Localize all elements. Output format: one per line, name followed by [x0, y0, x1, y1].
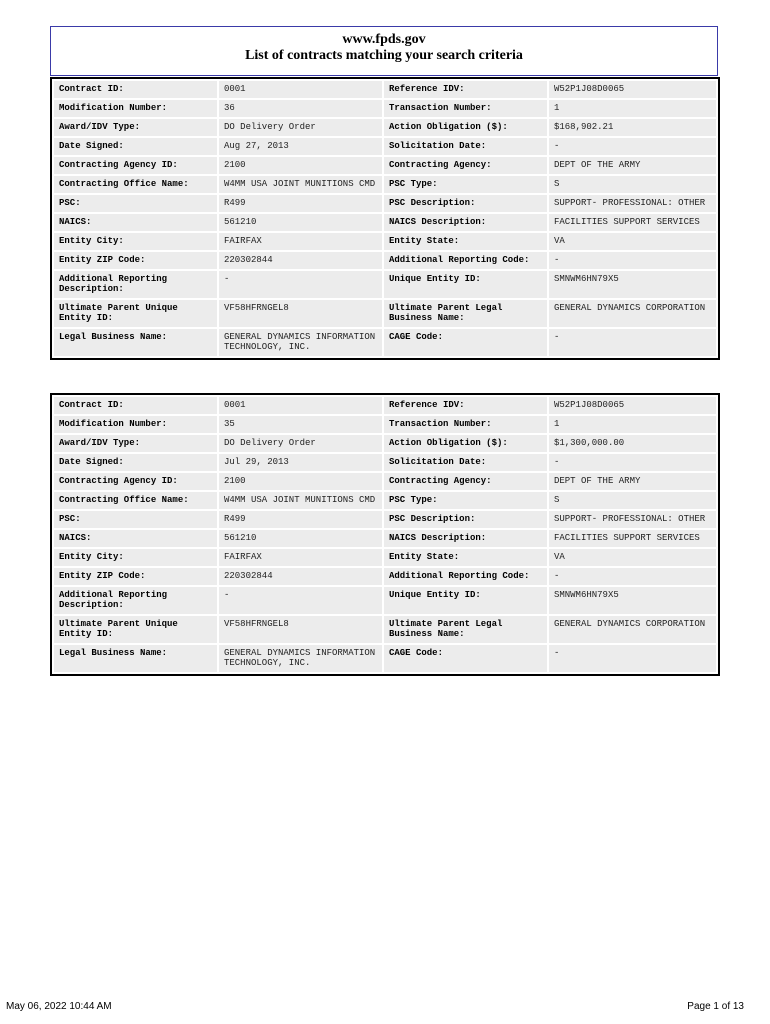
table-row [54, 492, 716, 509]
field-label: PSC: [54, 511, 217, 528]
contract-table [52, 395, 718, 674]
field-value: - [549, 568, 716, 585]
table-row [54, 100, 716, 117]
field-value: DEPT OF THE ARMY [549, 157, 716, 174]
page-number: Page 1 of 13 [687, 1001, 744, 1012]
table-row [54, 157, 716, 174]
field-value: GENERAL DYNAMICS CORPORATION [549, 616, 716, 643]
field-value: 2100 [219, 473, 382, 490]
field-value: Jul 29, 2013 [219, 454, 382, 471]
field-label: Award/IDV Type: [54, 119, 217, 136]
print-timestamp: May 06, 2022 10:44 AM [6, 1001, 112, 1012]
field-label: Contracting Agency: [384, 473, 547, 490]
field-value: - [219, 271, 382, 298]
field-label: Ultimate Parent Unique Entity ID: [54, 616, 217, 643]
field-label: Contract ID: [54, 397, 217, 414]
table-row [54, 300, 716, 327]
field-value: 1 [549, 416, 716, 433]
field-label: Reference IDV: [384, 397, 547, 414]
field-value: 220302844 [219, 252, 382, 269]
field-label: PSC Description: [384, 511, 547, 528]
field-label: Legal Business Name: [54, 645, 217, 672]
table-row [54, 214, 716, 231]
field-value: - [549, 645, 716, 672]
table-row [54, 530, 716, 547]
field-value: DEPT OF THE ARMY [549, 473, 716, 490]
field-value: SUPPORT- PROFESSIONAL: OTHER [549, 511, 716, 528]
field-value: VA [549, 549, 716, 566]
table-row [54, 435, 716, 452]
field-label: NAICS: [54, 214, 217, 231]
field-value: W52P1J08D0065 [549, 397, 716, 414]
field-label: Additional Reporting Description: [54, 587, 217, 614]
field-label: Contract ID: [54, 81, 217, 98]
field-value: R499 [219, 511, 382, 528]
field-value: FACILITIES SUPPORT SERVICES [549, 530, 716, 547]
field-label: PSC Type: [384, 492, 547, 509]
field-value: FAIRFAX [219, 233, 382, 250]
field-value: DO Delivery Order [219, 435, 382, 452]
field-label: Award/IDV Type: [54, 435, 217, 452]
table-row [54, 252, 716, 269]
field-label: Additional Reporting Code: [384, 252, 547, 269]
table-row [54, 195, 716, 212]
table-row [54, 549, 716, 566]
table-row [54, 233, 716, 250]
field-value: S [549, 176, 716, 193]
field-label: Unique Entity ID: [384, 587, 547, 614]
field-label: Action Obligation ($): [384, 119, 547, 136]
field-value: S [549, 492, 716, 509]
field-label: Ultimate Parent Legal Business Name: [384, 300, 547, 327]
table-row [54, 511, 716, 528]
field-label: Entity City: [54, 549, 217, 566]
field-label: Modification Number: [54, 100, 217, 117]
document-header [50, 26, 718, 76]
page-title: List of contracts matching your search criteria [245, 48, 523, 63]
field-value: 0001 [219, 397, 382, 414]
field-label: PSC Type: [384, 176, 547, 193]
field-label: Contracting Agency ID: [54, 157, 217, 174]
field-label: CAGE Code: [384, 645, 547, 672]
field-label: Action Obligation ($): [384, 435, 547, 452]
field-value: SMNWM6HN79X5 [549, 587, 716, 614]
field-value: - [549, 454, 716, 471]
table-row [54, 416, 716, 433]
field-value: 0001 [219, 81, 382, 98]
field-value: SMNWM6HN79X5 [549, 271, 716, 298]
field-label: Additional Reporting Code: [384, 568, 547, 585]
field-label: Contracting Agency: [384, 157, 547, 174]
table-row [54, 616, 716, 643]
field-value: DO Delivery Order [219, 119, 382, 136]
field-value: GENERAL DYNAMICS CORPORATION [549, 300, 716, 327]
field-label: PSC: [54, 195, 217, 212]
site-name: www.fpds.gov [342, 32, 426, 47]
contract-table [52, 79, 718, 358]
field-label: Entity State: [384, 233, 547, 250]
table-row [54, 587, 716, 614]
field-value: W52P1J08D0065 [549, 81, 716, 98]
table-row [54, 176, 716, 193]
table-row [54, 397, 716, 414]
field-label: NAICS Description: [384, 214, 547, 231]
field-value: - [549, 252, 716, 269]
field-value: 2100 [219, 157, 382, 174]
table-row [54, 645, 716, 672]
field-label: Modification Number: [54, 416, 217, 433]
field-label: Entity City: [54, 233, 217, 250]
field-value: 220302844 [219, 568, 382, 585]
table-row [54, 271, 716, 298]
field-value: - [549, 329, 716, 356]
field-value: VA [549, 233, 716, 250]
field-value: VF58HFRNGEL8 [219, 300, 382, 327]
field-label: Solicitation Date: [384, 138, 547, 155]
table-row [54, 138, 716, 155]
field-label: Unique Entity ID: [384, 271, 547, 298]
field-label: Contracting Office Name: [54, 176, 217, 193]
field-label: Transaction Number: [384, 416, 547, 433]
field-value: W4MM USA JOINT MUNITIONS CMD [219, 492, 382, 509]
field-label: Reference IDV: [384, 81, 547, 98]
field-label: NAICS Description: [384, 530, 547, 547]
field-value: R499 [219, 195, 382, 212]
contract-table-body [54, 397, 716, 672]
field-value: GENERAL DYNAMICS INFORMATION TECHNOLOGY, INC. [219, 645, 382, 672]
table-row [54, 329, 716, 356]
field-label: Contracting Agency ID: [54, 473, 217, 490]
field-value: GENERAL DYNAMICS INFORMATION TECHNOLOGY, INC. [219, 329, 382, 356]
field-label: Entity State: [384, 549, 547, 566]
field-label: Solicitation Date: [384, 454, 547, 471]
table-row [54, 119, 716, 136]
field-value: - [549, 138, 716, 155]
field-value: 36 [219, 100, 382, 117]
field-value: 561210 [219, 214, 382, 231]
table-row [54, 473, 716, 490]
field-value: $1,300,000.00 [549, 435, 716, 452]
contract-record [50, 393, 720, 676]
field-label: Ultimate Parent Unique Entity ID: [54, 300, 217, 327]
field-value: SUPPORT- PROFESSIONAL: OTHER [549, 195, 716, 212]
field-value: FACILITIES SUPPORT SERVICES [549, 214, 716, 231]
field-label: NAICS: [54, 530, 217, 547]
field-value: 561210 [219, 530, 382, 547]
field-value: $168,902.21 [549, 119, 716, 136]
table-row [54, 568, 716, 585]
field-value: 1 [549, 100, 716, 117]
field-value: W4MM USA JOINT MUNITIONS CMD [219, 176, 382, 193]
table-row [54, 454, 716, 471]
field-label: Ultimate Parent Legal Business Name: [384, 616, 547, 643]
field-label: CAGE Code: [384, 329, 547, 356]
contract-record [50, 77, 720, 360]
field-label: Legal Business Name: [54, 329, 217, 356]
contract-table-body [54, 81, 716, 356]
field-label: Entity ZIP Code: [54, 252, 217, 269]
field-label: Entity ZIP Code: [54, 568, 217, 585]
field-value: Aug 27, 2013 [219, 138, 382, 155]
field-label: Additional Reporting Description: [54, 271, 217, 298]
field-label: Date Signed: [54, 454, 217, 471]
field-label: Transaction Number: [384, 100, 547, 117]
table-row [54, 81, 716, 98]
field-label: PSC Description: [384, 195, 547, 212]
field-value: 35 [219, 416, 382, 433]
field-value: - [219, 587, 382, 614]
field-label: Date Signed: [54, 138, 217, 155]
field-value: VF58HFRNGEL8 [219, 616, 382, 643]
field-value: FAIRFAX [219, 549, 382, 566]
field-label: Contracting Office Name: [54, 492, 217, 509]
